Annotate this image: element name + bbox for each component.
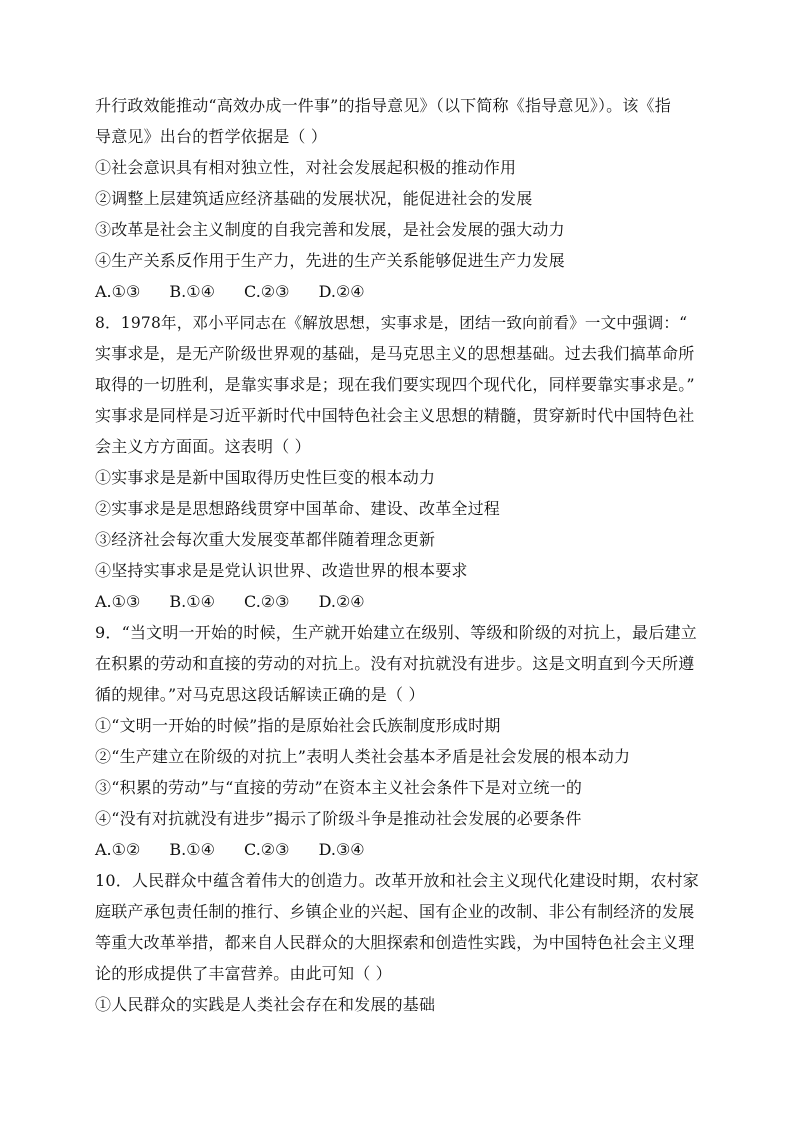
q7-item-3: ③改革是社会主义制度的自我完善和发展，是社会发展的强大动力 bbox=[95, 220, 565, 239]
q9-stem-line-2: 在积累的劳动和直接的劳动的对抗上。没有对抗就没有进步。这是文明直到今天所遵 bbox=[95, 654, 695, 673]
q7-option-d[interactable]: D.②④ bbox=[318, 282, 365, 301]
q9-stem-line-3: 循的规律。”对马克思这段话解读正确的是（ ） bbox=[95, 685, 425, 704]
q9-item-4: ④“没有对抗就没有进步”揭示了阶级斗争是推动社会发展的必要条件 bbox=[95, 809, 582, 828]
q8-item-2: ②实事求是是思想路线贯穿中国革命、建设、改革全过程 bbox=[95, 499, 501, 518]
q8-option-b[interactable]: B.①④ bbox=[169, 592, 215, 611]
q10-stem-line-1: 10．人民群众中蕴含着伟大的创造力。改革开放和社会主义现代化建设时期，农村家 bbox=[95, 871, 699, 890]
q7-stem-line-2: 导意见》出台的哲学依据是（ ） bbox=[95, 127, 328, 146]
q8-option-c[interactable]: C.②③ bbox=[244, 592, 290, 611]
q7-options bbox=[95, 282, 389, 302]
q8-stem-line-1: 8．1978年，邓小平同志在《解放思想，实事求是，团结一致向前看》一文中强调：“ bbox=[95, 314, 688, 332]
q7-item-4: ④生产关系反作用于生产力，先进的生产关系能够促进生产力发展 bbox=[95, 251, 565, 270]
q8-stem-line-3: 取得的一切胜利，是靠实事求是；现在我们要实现四个现代化，同样要靠实事求是。” bbox=[95, 375, 695, 394]
q7-option-c[interactable]: C.②③ bbox=[244, 282, 290, 301]
q9-item-2: ②“生产建立在阶级的对抗上”表明人类社会基本矛盾是社会发展的根本动力 bbox=[95, 747, 631, 766]
q9-stem-line-1: 9．“当文明一开始的时候，生产就开始建立在级别、等级和阶级的对抗上，最后建立 bbox=[95, 623, 697, 642]
q9-item-1: ①“文明一开始的时候”指的是原始社会氏族制度形成时期 bbox=[95, 716, 501, 735]
q10-stem-line-2: 庭联产承包责任制的推行、乡镇企业的兴起、国有企业的改制、非公有制经济的发展 bbox=[95, 902, 695, 921]
q8-item-3: ③经济社会每次重大发展变革都伴随着理念更新 bbox=[95, 530, 436, 549]
q7-stem-line-1: 升行政效能推动“高效办成一件事”的指导意见》（以下简称《指导意见》）。该《指 bbox=[95, 96, 671, 115]
q9-option-b[interactable]: B.①④ bbox=[169, 840, 215, 859]
q8-item-4: ④坚持实事求是是党认识世界、改造世界的根本要求 bbox=[95, 561, 468, 580]
q9-options bbox=[95, 840, 389, 860]
q10-stem-line-4: 论的形成提供了丰富营养。由此可知（ ） bbox=[95, 964, 392, 983]
q9-option-a[interactable]: A.①② bbox=[95, 840, 141, 859]
q7-item-2: ②调整上层建筑适应经济基础的发展状况，能促进社会的发展 bbox=[95, 189, 533, 208]
q10-item-1: ①人民群众的实践是人类社会存在和发展的基础 bbox=[95, 995, 436, 1014]
q8-stem-line-4: 实事求是同样是习近平新时代中国特色社会主义思想的精髓，贯穿新时代中国特色社 bbox=[95, 406, 695, 425]
q9-option-c[interactable]: C.②③ bbox=[244, 840, 290, 859]
q7-option-b[interactable]: B.①④ bbox=[169, 282, 215, 301]
q10-stem-line-3: 等重大改革举措，都来自人民群众的大胆探索和创造性实践，为中国特色社会主义理 bbox=[95, 933, 695, 952]
q7-item-1: ①社会意识具有相对独立性，对社会发展起积极的推动作用 bbox=[95, 158, 517, 177]
q9-item-3: ③“积累的劳动”与“直接的劳动”在资本主义社会条件下是对立统一的 bbox=[95, 778, 583, 797]
q7-option-a[interactable]: A.①③ bbox=[95, 282, 141, 301]
q8-stem-line-2: 实事求是，是无产阶级世界观的基础，是马克思主义的思想基础。过去我们搞革命所 bbox=[95, 344, 695, 363]
q8-options bbox=[95, 592, 389, 612]
q8-option-d[interactable]: D.②④ bbox=[318, 592, 365, 611]
q8-stem-line-5: 会主义方方面面。这表明（ ） bbox=[95, 437, 311, 456]
q8-option-a[interactable]: A.①③ bbox=[95, 592, 141, 611]
q8-item-1: ①实事求是是新中国取得历史性巨变的根本动力 bbox=[95, 468, 436, 487]
q9-option-d[interactable]: D.③④ bbox=[318, 840, 365, 859]
